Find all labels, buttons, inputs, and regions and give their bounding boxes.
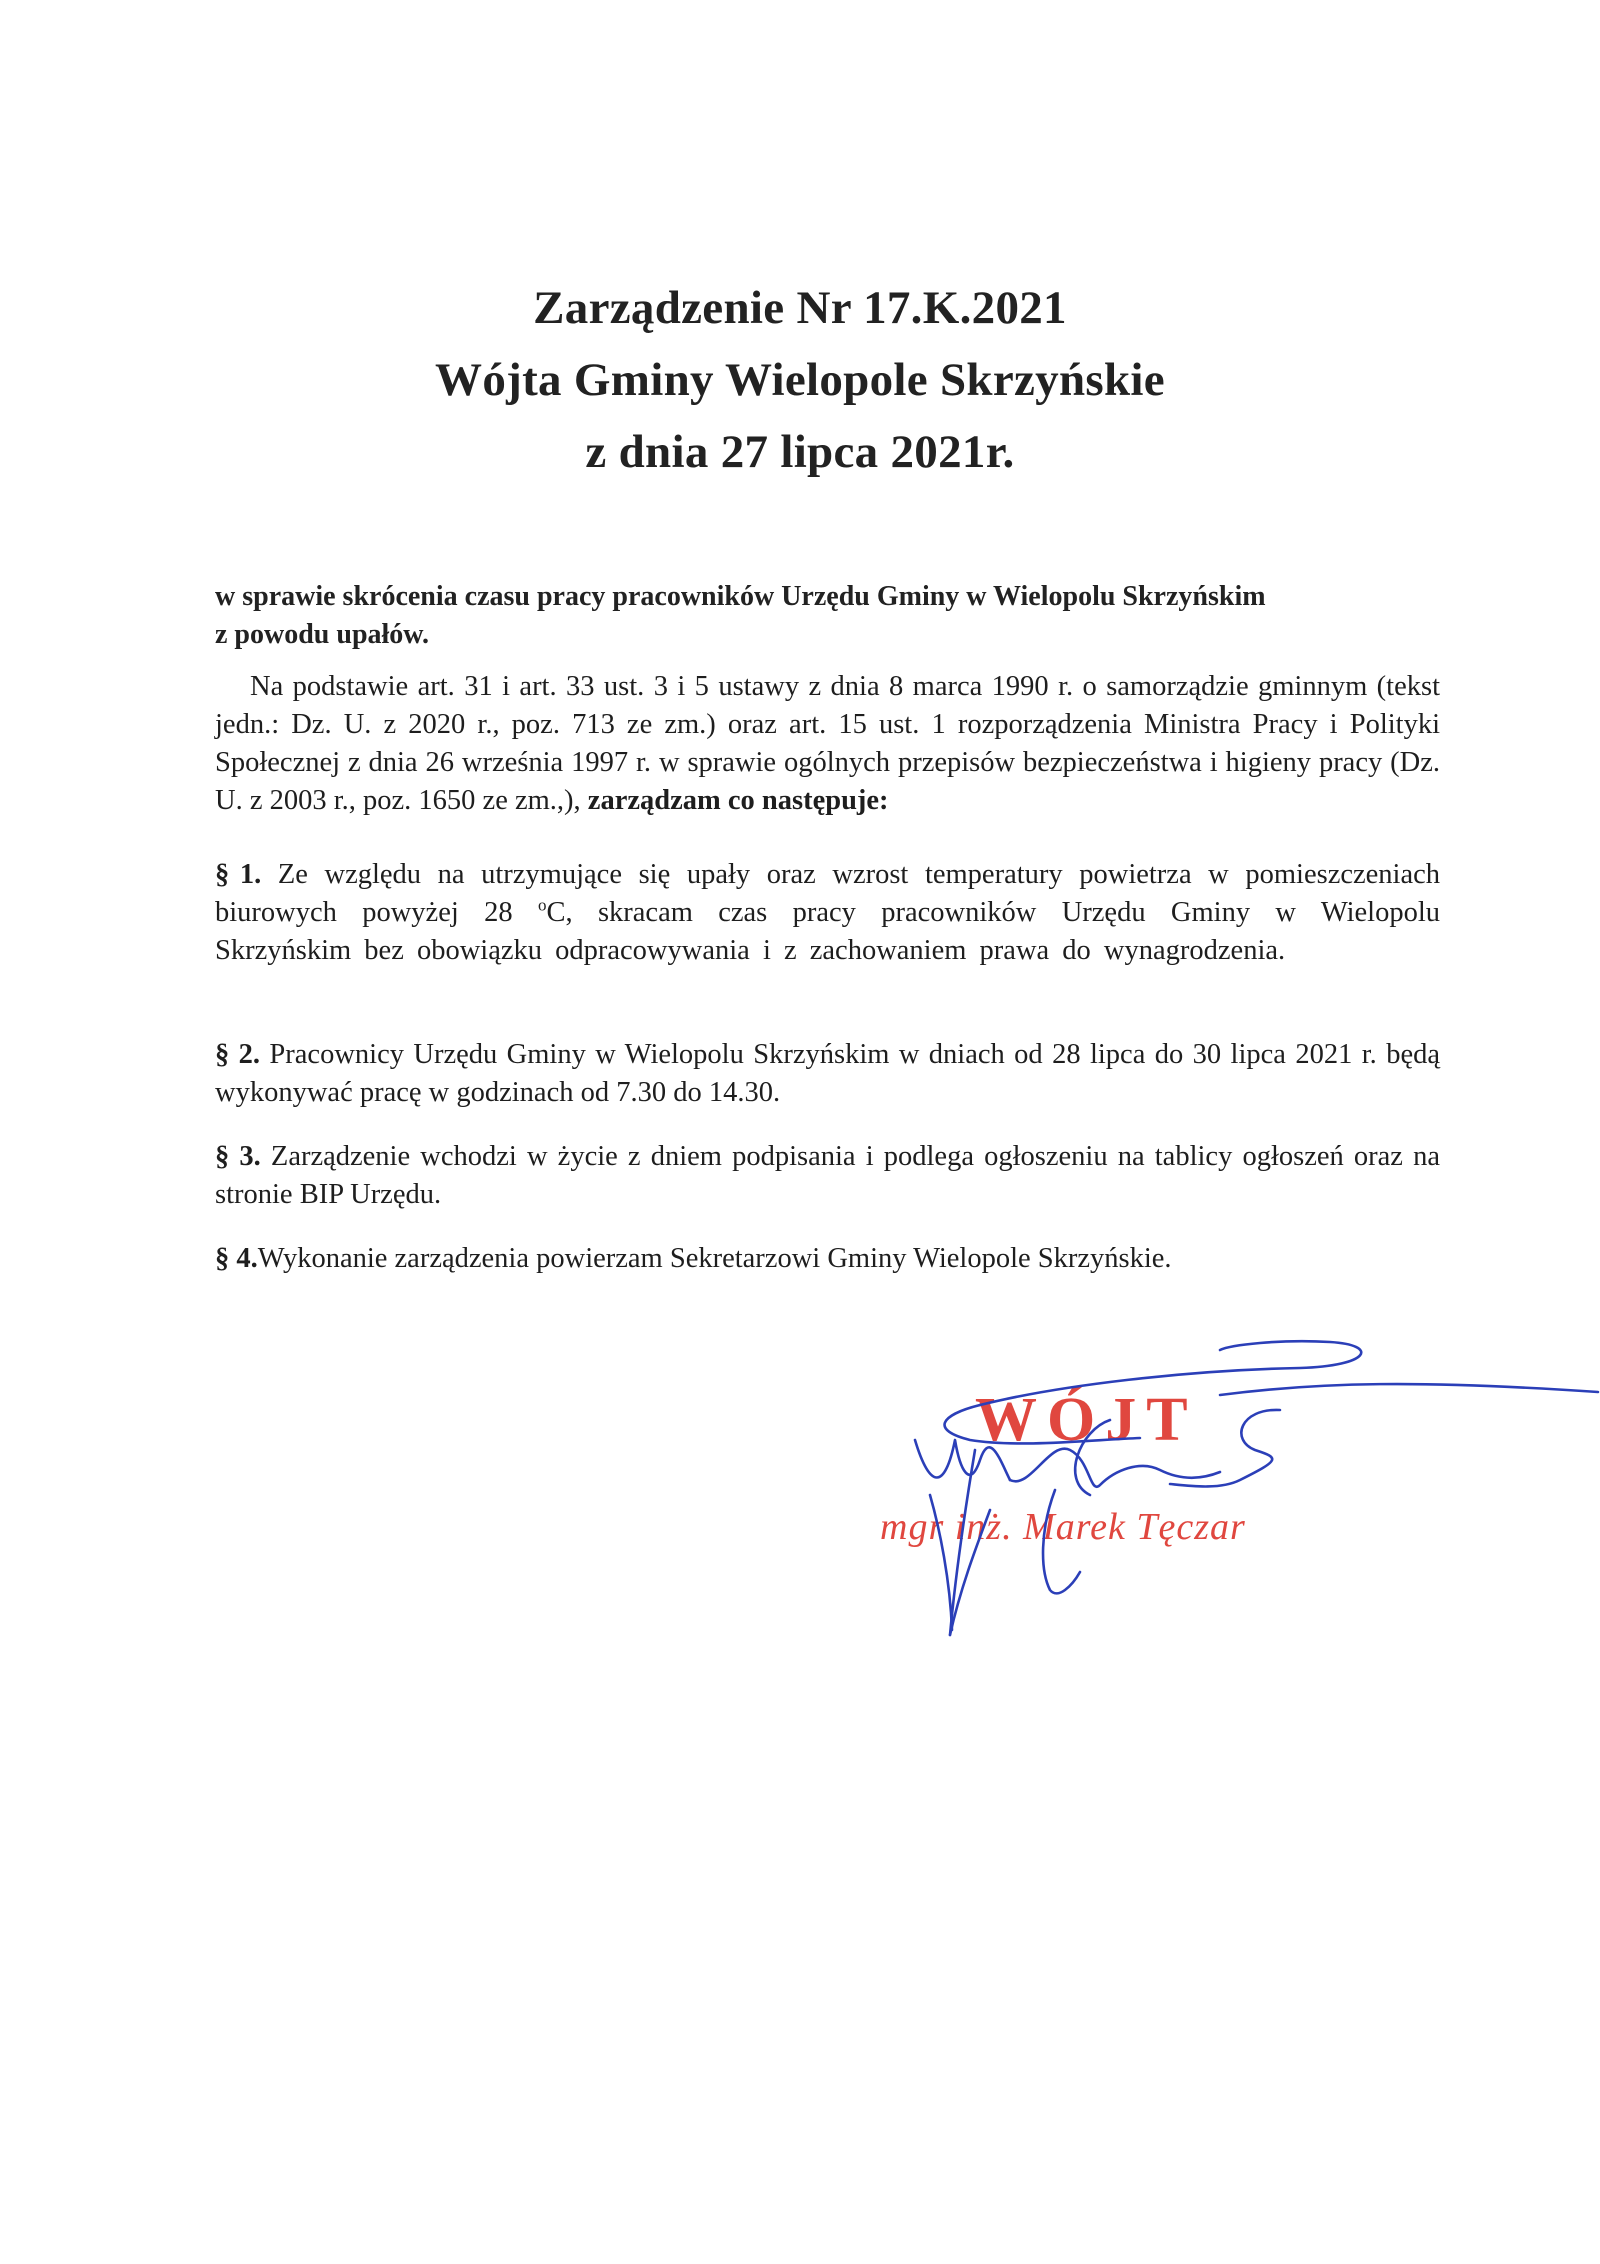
stamp-title: WÓJT [975,1386,1198,1454]
legal-basis-text: Na podstawie art. 31 i art. 33 ust. 3 i 5 ustawy z dnia 8 marca 1990 r. o samorządzie gminnym (tekst jedn.: Dz. U. z 2020 r., poz. 713 ze zm.) oraz art. 15 ust. 1 rozporządzenia Ministra Pracy i Polityki Społecznej z dnia 26 września 1997 r. w sprawie ogólnych przepisów bezpieczeństwa i higieny pracy (Dz. U. z 2003 r., poz. 1650 ze zm.,), [215,671,1440,816]
section-2-label: § 2. [215,1039,261,1070]
section-4 [215,1240,1440,1278]
handwritten-signature [860,1290,1600,1690]
legal-basis-paragraph [215,668,1440,820]
section-1-label: § 1. [215,859,262,890]
header-date: z dnia 27 lipca 2021r. [585,426,1015,478]
section-2-text: Pracownicy Urzędu Gminy w Wielopolu Skrzyńskim w dniach od 28 lipca do 30 lipca 2021 r. będą wykonywać pracę w godzinach od 7.30 do 14.30. [215,1039,1440,1108]
stamp-name: mgr inż. Marek Tęczar [880,1506,1246,1548]
header-issuer: Wójta Gminy Wielopole Skrzyńskie [435,354,1165,406]
document-subject [215,578,1440,654]
document-header [0,272,1600,488]
degree-symbol: o [537,895,547,915]
legal-basis-bold: zarządzam co następuje: [587,785,889,816]
section-4-label: § 4. [215,1243,258,1274]
section-4-text: Wykonanie zarządzenia powierzam Sekretarzowi Gminy Wielopole Skrzyńskie. [257,1243,1172,1274]
header-title-number: Zarządzenie Nr 17.K.2021 [533,282,1067,334]
section-2 [215,1036,1440,1112]
subject-line-1: w sprawie skrócenia czasu pracy pracowników Urzędu Gminy w Wielopolu Skrzyńskim [215,581,1266,612]
section-3-label: § 3. [215,1141,261,1172]
section-1-text-a: Ze względu na utrzymujące się upały oraz wzrost temperatury powietrza w pomieszczeniach biurowych powyżej 28 [215,859,1441,928]
section-1 [215,856,1440,970]
section-3 [215,1138,1440,1214]
section-1-text-b: C, skracam czas pracy pracowników Urzędu Gminy w Wielopolu Skrzyńskim bez obowiązku odpracowywania i z zachowaniem prawa do wynagrodzenia. [215,897,1440,966]
subject-line-2: z powodu upałów. [215,619,429,650]
section-3-text: Zarządzenie wchodzi w życie z dniem podpisania i podlega ogłoszeniu na tablicy ogłoszeń oraz na stronie BIP Urzędu. [215,1141,1440,1210]
